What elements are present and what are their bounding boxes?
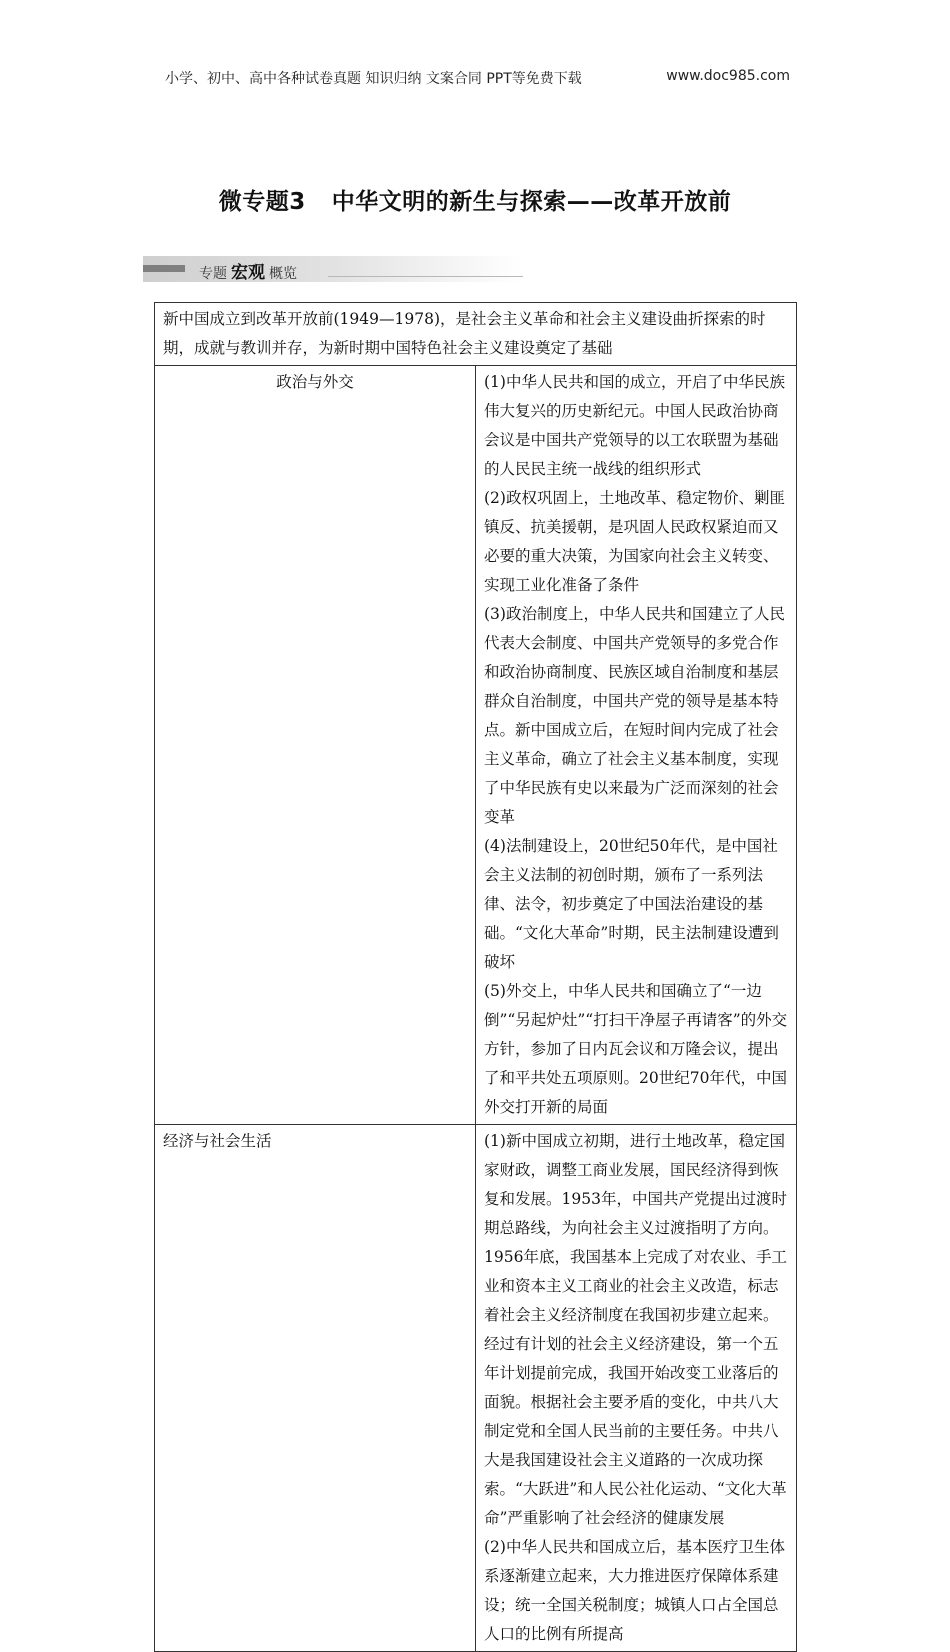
content-paragraph: (1)中华人民共和国的成立，开启了中华民族伟大复兴的历史新纪元。中国人民政治协商会议是中国共产党领导的以工农联盟为基础的人民民主统一战线的组织形式 xyxy=(484,373,785,478)
content-paragraph: (2)政权巩固上，土地改革、稳定物价、剿匪镇反、抗美援朝，是巩固人民政权紧迫而又必要的重大决策，为国家向社会主义转变、实现工业化准备了条件 xyxy=(484,489,785,594)
page-title xyxy=(0,183,950,216)
banner-label xyxy=(199,258,297,283)
category-cell: 政治与外交 xyxy=(155,366,476,1125)
banner-underline xyxy=(328,276,523,277)
page-header xyxy=(165,68,790,88)
title-text: 中华文明的新生与探索——改革开放前 xyxy=(331,189,732,215)
header-website-link[interactable]: www.doc985.com xyxy=(666,68,790,84)
banner-emphasis: 宏观 xyxy=(231,263,265,283)
banner-suffix: 概览 xyxy=(269,266,297,282)
intro-row xyxy=(155,303,797,366)
overview-table xyxy=(154,302,797,1652)
content-paragraph: (1)新中国成立初期，进行土地改革，稳定国家财政，调整工商业发展，国民经济得到恢复和发展。1953年，中国共产党提出过渡时期总路线，为向社会主义过渡指明了方向。1956年底，我国基本上完成了对农业、手工业和资本主义工商业的社会主义改造，标志着社会主义经济制度在我国初步建立起来。经过有计划的社会主义经济建设，第一个五年计划提前完成，我国开始改变工业落后的面貌。根据社会主要矛盾的变化，中共八大制定党和全国人民当前的主要任务。中共八大是我国建设社会主义道路的一次成功探索。“大跃进”和人民公社化运动、“文化大革命”严重影响了社会经济的健康发展 xyxy=(484,1132,787,1527)
content-paragraph: (5)外交上，中华人民共和国确立了“一边倒”“另起炉灶”“打扫干净屋子再请客”的外交方针，参加了日内瓦会议和万隆会议，提出了和平共处五项原则。20世纪70年代，中国外交打开新的局面 xyxy=(484,982,788,1116)
content-cell xyxy=(476,366,797,1125)
content-paragraph: (3)政治制度上，中华人民共和国建立了人民代表大会制度、中国共产党领导的多党合作和政治协商制度、民族区域自治制度和基层群众自治制度，中国共产党的领导是基本特点。新中国成立后，在短时间内完成了社会主义革命，确立了社会主义基本制度，实现了中华民族有史以来最为广泛而深刻的社会变革 xyxy=(484,605,785,826)
content-paragraph: (4)法制建设上，20世纪50年代，是中国社会主义法制的初创时期，颁布了一系列法律、法令，初步奠定了中国法治建设的基础。“文化大革命”时期，民主法制建设遭到破坏 xyxy=(484,837,779,971)
banner-bar-decoration xyxy=(143,265,185,272)
header-promo-text: 小学、初中、高中各种试卷真题 知识归纳 文案合同 PPT等免费下载 xyxy=(165,71,582,87)
content-cell xyxy=(476,1125,797,1652)
intro-cell: 新中国成立到改革开放前(1949—1978)，是社会主义革命和社会主义建设曲折探索的时期，成就与教训并存，为新时期中国特色社会主义建设奠定了基础 xyxy=(155,303,797,366)
table-row xyxy=(155,1125,797,1652)
section-banner xyxy=(143,256,523,282)
content-paragraph: (2)中华人民共和国成立后，基本医疗卫生体系逐渐建立起来，大力推进医疗保障体系建设；统一全国关税制度；城镇人口占全国总人口的比例有所提高 xyxy=(484,1538,785,1643)
category-cell: 经济与社会生活 xyxy=(155,1125,476,1652)
title-number: 微专题3 xyxy=(218,189,306,215)
banner-prefix: 专题 xyxy=(199,266,227,282)
table-row xyxy=(155,366,797,1125)
